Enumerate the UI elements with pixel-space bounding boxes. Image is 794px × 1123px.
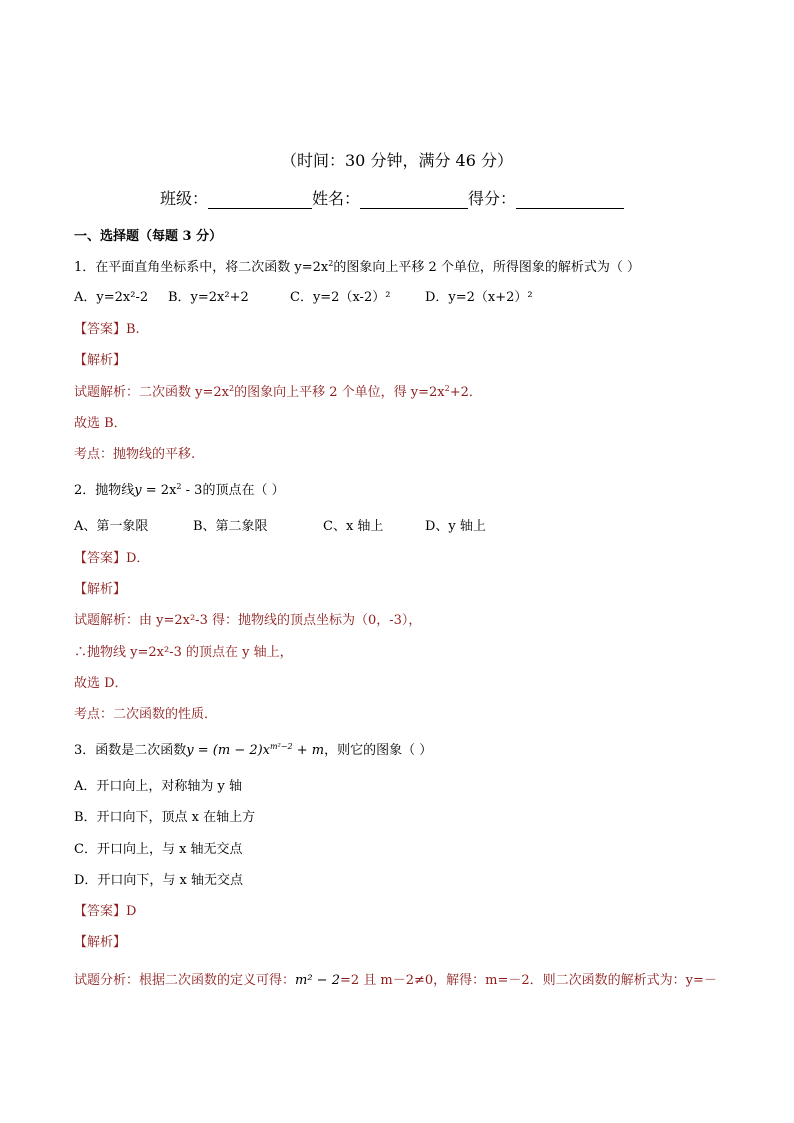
q1-stem-part2: 的图象向上平移 2 个单位，所得图象的解析式为（ ） [333, 260, 641, 275]
q2-conclusion: 故选 D． [74, 676, 128, 691]
q1-analysis-part1: 试题解析：二次函数 y=2x [74, 385, 229, 400]
q3-analysis [74, 973, 717, 989]
section-heading: 一、选择题（每题 3 分） [74, 229, 223, 244]
q1-option-c: C．y=2（x-2）² [290, 290, 391, 305]
name-label: 姓名： [312, 189, 361, 208]
q2-stem: 2．抛物线$y = 2x^2 - 3$的顶点在（ ） [74, 482, 285, 498]
q1-option-b: B．y=2x²+2 [168, 290, 249, 305]
q2-formula-end: - 3 [181, 483, 203, 498]
q3-stem-part2: ，则它的图象（ ） [324, 743, 433, 758]
q2-option-d: D、y 轴上 [425, 519, 486, 534]
q3-option-a: A．开口向上，对称轴为 y 轴 [74, 779, 242, 794]
q2-analysis-1: 试题解析：由 y=2x²-3 得：抛物线的顶点坐标为（0，-3）， [74, 613, 422, 628]
score-blank[interactable] [516, 190, 624, 209]
q2-analysis-2: ∴抛物线 y=2x²-3 的顶点在 y 轴上， [74, 645, 293, 660]
q1-analysis-part3: +2． [449, 385, 482, 400]
student-info-line [160, 186, 624, 209]
q3-formula-end: + m [292, 743, 325, 758]
exam-time-note: （时间：30 分钟，满分 46 分） [281, 151, 513, 170]
class-label: 班级： [160, 189, 209, 208]
q2-option-c: C、x 轴上 [323, 519, 384, 534]
q3-stem-part1: 3．函数是二次函数 [74, 743, 187, 758]
name-blank[interactable] [360, 190, 468, 209]
q3-option-b: B．开口向下，顶点 x 在轴上方 [74, 810, 256, 825]
q1-stem-part1: 1．在平面直角坐标系中，将二次函数 y=2x [74, 260, 329, 275]
q2-analysis-label: 【解析】 [74, 582, 127, 597]
q2-point: 考点：二次函数的性质． [74, 707, 218, 722]
q1-conclusion: 故选 B． [74, 416, 127, 431]
q1-analysis: 试题解析：二次函数 $y=2x^2$的图象向上平移 2 个单位，得 $y=2x^2+2$． [74, 384, 482, 400]
q1-stem: 1．在平面直角坐标系中，将二次函数 $y=2x^2$的图象向上平移 2 个单位，所得图象的解析式为（ ） [74, 259, 641, 275]
q2-stem-part2: 的顶点在（ ） [202, 483, 285, 498]
q1-answer: 【答案】B. [74, 322, 140, 337]
q2-option-b: B、第二象限 [193, 519, 268, 534]
score-label: 得分： [468, 189, 517, 208]
q1-option-a: A．y=2x²-2 [74, 290, 149, 305]
q2-stem-part1: 2．抛物线 [74, 483, 135, 498]
q2-formula-y: y [134, 483, 142, 498]
q3-formula: y = (m − 2)x [186, 743, 271, 758]
q3-option-c: C．开口向上，与 x 轴无交点 [74, 842, 243, 857]
q3-analysis-part2: =2 且 m－2≠0，解得：m=－2．则二次函数的解析式为：y=－ [339, 973, 717, 988]
q3-answer: 【答案】D [74, 904, 137, 919]
q3-formula-exponent: m²−2 [270, 742, 293, 751]
q1-option-d: D．y=2（x+2）² [425, 290, 533, 305]
q2-answer: 【答案】D． [74, 551, 150, 566]
q1-point: 考点：抛物线的平移. [74, 447, 196, 462]
q1-analysis-label: 【解析】 [74, 353, 127, 368]
class-blank[interactable] [208, 190, 312, 209]
q2-option-a: A、第一象限 [74, 519, 149, 534]
q2-formula-mid: = 2x [141, 483, 177, 498]
q1-analysis-part2: 的图象向上平移 2 个单位，得 y=2x [234, 385, 445, 400]
q3-stem [74, 743, 432, 759]
q3-option-d: D．开口向下，与 x 轴无交点 [74, 873, 244, 888]
q3-analysis-part1: 试题分析：根据二次函数的定义可得： [74, 973, 296, 988]
q3-analysis-formula: m² − 2 [295, 973, 340, 988]
q3-analysis-label: 【解析】 [74, 935, 127, 950]
